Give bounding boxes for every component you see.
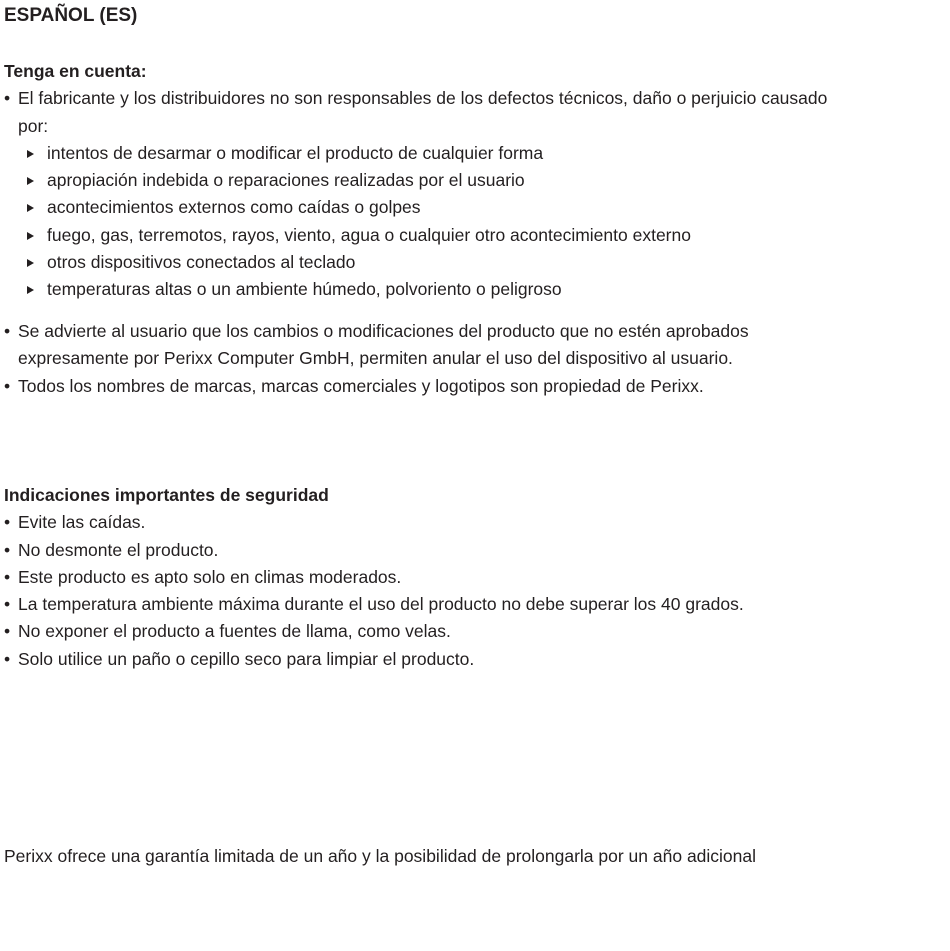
modification-warning-line-2: expresamente por Perixx Computer GmbH, permiten anular el uso del dispositivo al usuario.	[18, 348, 733, 369]
triangle-bullet-icon	[27, 150, 34, 158]
triangle-bullet-icon	[27, 177, 34, 185]
safety-item: • No desmonte el producto.	[4, 537, 944, 564]
safety-item: • Este producto es apto solo en climas moderados.	[4, 564, 944, 591]
cause-item	[4, 167, 944, 194]
notice-section	[4, 58, 944, 304]
notice-section-continued	[4, 318, 944, 400]
safety-item: • La temperatura ambiente máxima durante el uso del producto no debe superar los 40 grados.	[4, 591, 944, 618]
warranty-text: Perixx ofrece una garantía limitada de un año y la posibilidad de prolongarla por un año adicional	[4, 846, 757, 866]
cause-text: otros dispositivos conectados al teclado	[47, 252, 356, 273]
liability-intro-line-1: • El fabricante y los distribuidores no son responsables de los defectos técnicos, daño o perjuicio causado	[18, 88, 828, 109]
safety-item: • Evite las caídas.	[4, 509, 944, 536]
liability-intro-line-2: por:	[18, 115, 49, 136]
safety-item: • Solo utilice un paño o cepillo seco para limpiar el producto.	[4, 646, 944, 673]
page-title: ESPAÑOL (ES)	[4, 5, 138, 26]
cause-text: fuego, gas, terremotos, rayos, viento, agua o cualquier otro acontecimiento externo	[47, 224, 691, 245]
cause-item	[4, 140, 944, 167]
triangle-bullet-icon	[27, 232, 34, 240]
causes-list	[4, 140, 944, 304]
safety-heading: Indicaciones importantes de seguridad	[4, 485, 329, 505]
triangle-bullet-icon	[27, 259, 34, 267]
cause-item	[4, 194, 944, 221]
modification-warning	[4, 318, 944, 373]
cause-text: temperaturas altas o un ambiente húmedo, polvoriento o peligroso	[47, 279, 562, 300]
cause-item	[4, 222, 944, 249]
safety-item: • No exponer el producto a fuentes de llama, como velas.	[4, 618, 944, 645]
notice-heading: Tenga en cuenta:	[4, 61, 147, 81]
modification-warning-line-1: • Se advierte al usuario que los cambios o modificaciones del producto que no estén aprobados	[18, 321, 749, 341]
triangle-bullet-icon	[27, 204, 34, 212]
cause-text: acontecimientos externos como caídas o golpes	[47, 197, 421, 218]
safety-section	[4, 482, 944, 673]
liability-intro	[4, 85, 944, 140]
cause-text: apropiación indebida o reparaciones realizadas por el usuario	[47, 170, 525, 191]
cause-item	[4, 249, 944, 276]
cause-text: intentos de desarmar o modificar el producto de cualquier forma	[47, 142, 544, 163]
triangle-bullet-icon	[27, 286, 34, 294]
trademark-notice: • Todos los nombres de marcas, marcas comerciales y logotipos son propiedad de Perixx.	[4, 373, 944, 400]
cause-item	[4, 276, 944, 303]
